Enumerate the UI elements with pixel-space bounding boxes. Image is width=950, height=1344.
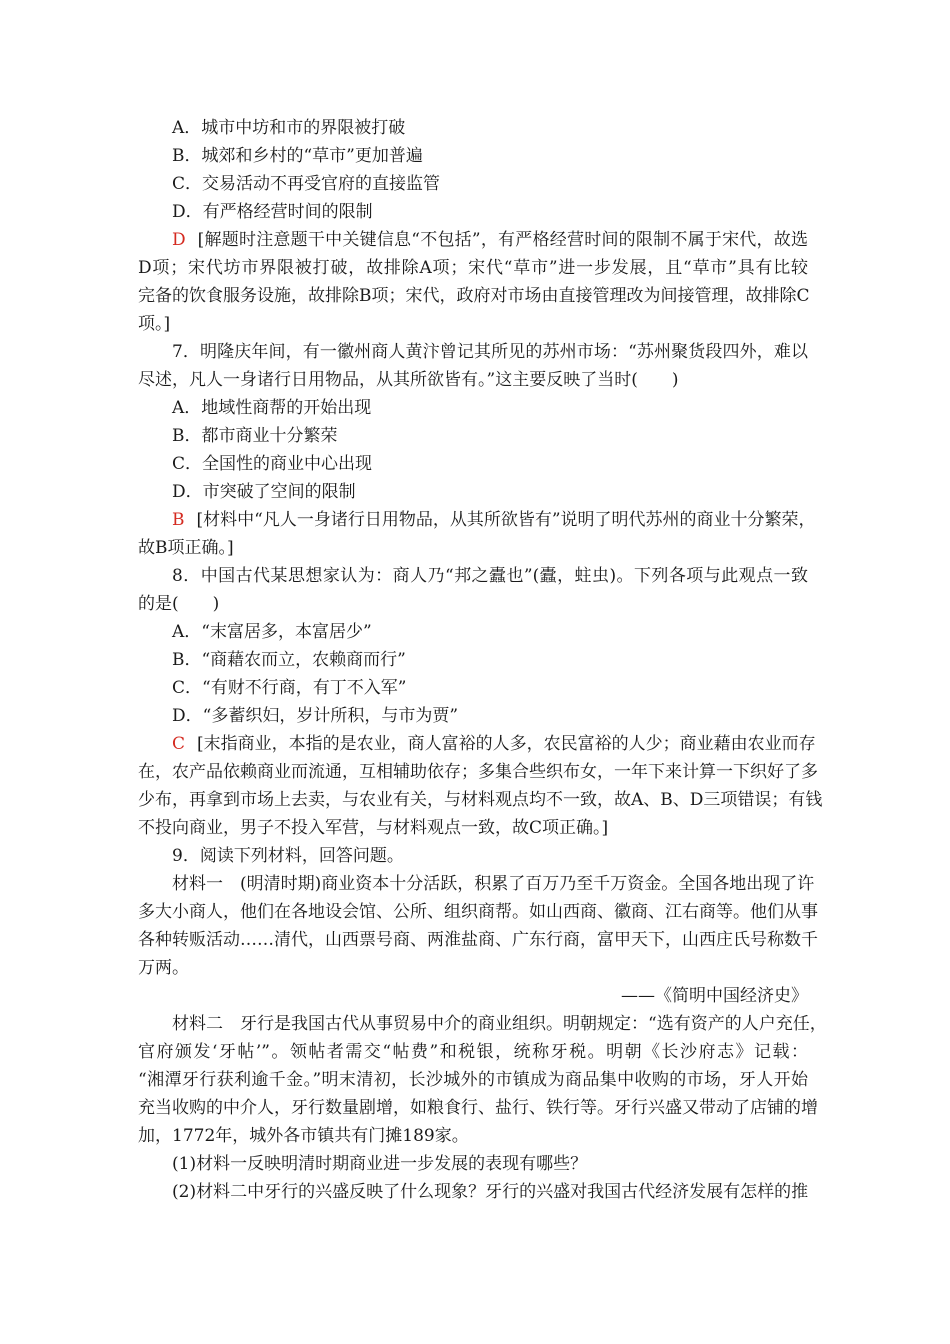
- q9-material2-line-1: 材料二 牙行是我国古代从事贸易中介的商业组织。明朝规定：“选有资产的人户充任，: [172, 1014, 827, 1034]
- document-page: [138, 114, 827, 1206]
- q9-material1-line-4: 万两。: [138, 958, 189, 978]
- q8-answer-line-2: 在，农产品依赖商业而流通，互相辅助依存；多集合些织布女，一年下来计算一下织好了多: [138, 762, 818, 782]
- q9-material2-line-5: 加，1772年，城外各市镇共有门摊189家。: [138, 1126, 469, 1146]
- q7-option-d: D．市突破了空间的限制: [172, 482, 356, 502]
- q9-subquestion-1: (1)材料一反映明清时期商业进一步发展的表现有哪些？: [172, 1154, 588, 1174]
- q6-option-a: A．城市中坊和市的界限被打破: [172, 118, 406, 138]
- q9-material2-line-3: “湘潭牙行获利逾千金。”明末清初，长沙城外的市镇成为商品集中收购的市场，牙人开始: [138, 1070, 808, 1090]
- q8-answer-letter: C: [172, 734, 186, 754]
- q7-answer-line-2: 故B项正确。]: [138, 538, 234, 558]
- q6-answer-line-1: D [解题时注意题干中关键信息“不包括”，有严格经营时间的限制不属于宋代，故选: [172, 230, 808, 250]
- q9-stem: 9．阅读下列材料，回答问题。: [172, 846, 404, 866]
- q7-answer-line-1: B [材料中“凡人一身诸行日用物品，从其所欲皆有”说明了明代苏州的商业十分繁荣，: [172, 510, 816, 530]
- q8-option-a: A．“末富居多，本富居少”: [172, 622, 372, 642]
- q6-option-b: B．城郊和乡村的“草市”更加普遍: [172, 146, 423, 166]
- q9-source1: ——《简明中国经济史》: [621, 986, 808, 1006]
- q6-answer-line-2: D项；宋代坊市界限被打破，故排除A项；宋代“草市”进一步发展，且“草市”具有比较: [138, 258, 808, 278]
- q8-answer-line-4: 不投向商业，男子不投入军营，与材料观点一致，故C项正确。]: [138, 818, 609, 838]
- q6-option-c: C．交易活动不再受官府的直接监管: [172, 174, 441, 194]
- q6-answer-line-3: 完备的饮食服务设施，故排除B项；宋代，政府对市场由直接管理改为间接管理，故排除C: [138, 286, 810, 306]
- q9-material1-line-1: 材料一 (明清时期)商业资本十分活跃，积累了百万乃至千万资金。全国各地出现了许: [172, 874, 815, 894]
- q8-option-d: D．“多蓄织妇，岁计所积，与市为贾”: [172, 706, 459, 726]
- q7-option-c: C．全国性的商业中心出现: [172, 454, 373, 474]
- q7-answer-letter: B: [172, 510, 185, 530]
- q8-stem-line-1: 8．中国古代某思想家认为：商人乃“邦之蠹也”(蠹，蛀虫)。下列各项与此观点一致: [172, 566, 808, 586]
- q8-stem-line-2: 的是( ): [138, 594, 220, 614]
- q9-material2-line-2: 官府颁发‘牙帖’”。领帖者需交“帖费”和税银，统称牙税。明朝《长沙府志》记载：: [138, 1042, 808, 1062]
- q7-stem-line-1: 7．明隆庆年间，有一徽州商人黄汴曾记其所见的苏州市场：“苏州聚货段四外，难以: [172, 342, 808, 362]
- q7-stem-line-2: 尽述，凡人一身诸行日用物品，从其所欲皆有。”这主要反映了当时( ): [138, 370, 679, 390]
- q7-option-b: B．都市商业十分繁荣: [172, 426, 338, 446]
- q6-answer-letter: D: [172, 230, 186, 250]
- q8-answer-line-1: C [末指商业，本指的是农业，商人富裕的人多，农民富裕的人少；商业藉由农业而存: [172, 734, 816, 754]
- q9-material1-line-3: 各种转贩活动……清代，山西票号商、两淮盐商、广东行商，富甲天下，山西庄氏号称数千: [138, 930, 818, 950]
- q8-option-c: C．“有财不行商，有丁不入军”: [172, 678, 407, 698]
- q9-subquestion-2: (2)材料二中牙行的兴盛反映了什么现象？牙行的兴盛对我国古代经济发展有怎样的推: [172, 1182, 809, 1202]
- q9-material1-line-2: 多大小商人，他们在各地设会馆、公所、组织商帮。如山西商、徽商、江右商等。他们从事: [138, 902, 818, 922]
- q7-option-a: A．地域性商帮的开始出现: [172, 398, 372, 418]
- q6-option-d: D．有严格经营时间的限制: [172, 202, 373, 222]
- q6-answer-line-4: 项。]: [138, 314, 171, 334]
- q8-answer-line-3: 少布，再拿到市场上去卖，与农业有关，与材料观点均不一致，故A、B、D三项错误；有钱: [138, 790, 823, 810]
- q9-material2-line-4: 充当收购的中介人，牙行数量剧增，如粮食行、盐行、铁行等。牙行兴盛又带动了店铺的增: [138, 1098, 818, 1118]
- q8-option-b: B．“商藉农而立，农赖商而行”: [172, 650, 406, 670]
